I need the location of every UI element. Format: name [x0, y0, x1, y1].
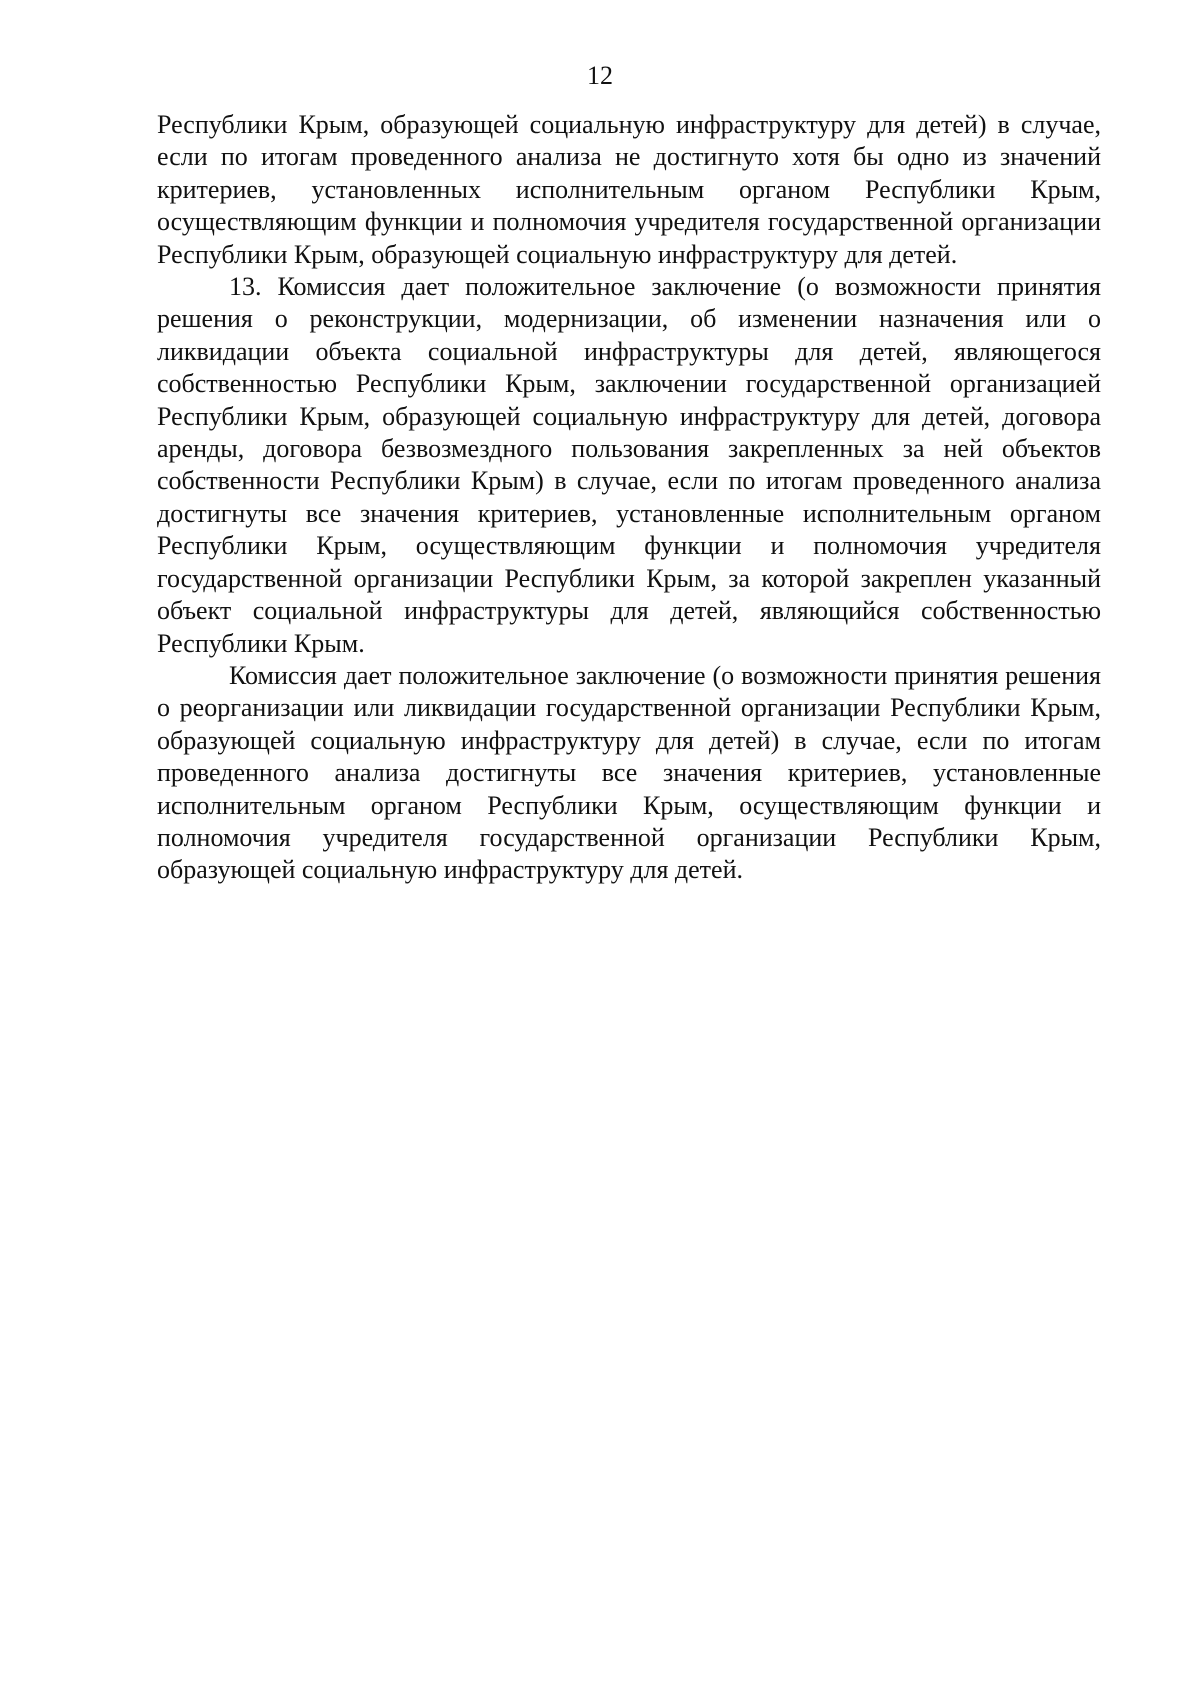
- paragraph-item-13: 13. Комиссия дает положительное заключение (о возможности принятия решения о реконструкции, модернизации, об изменении назначения или о ликвидации объекта социальной инфраструктуры для детей, являющегося собственностью Республики Крым, заключении государственной организацией Республики Крым, образующей социальную инфраструктуру для детей, договора аренды, договора безвозмездного пользования закрепленных за ней объектов собственности Республики Крым) в случае, если по итогам проведенного анализа достигнуты все значения критериев, установленные исполнительным органом Республики Крым, осуществляющим функции и полномочия учредителя государственной организации Республики Крым, за которой закреплен указанный объект социальной инфраструктуры для детей, являющийся собственностью Республики Крым.: [157, 272, 1101, 658]
- page-number: 12: [587, 61, 613, 90]
- paragraph-reorganization: Комиссия дает положительное заключение (о возможности принятия решения о реорганизации или ликвидации государственной организации Республики Крым, образующей социальную инфраструктуру для детей) в случае, если по итогам проведенного анализа достигнуты все значения критериев, установленные исполнительным органом Республики Крым, осуществляющим функции и полномочия учредителя государственной организации Республики Крым, образующей социальную инфраструктуру для детей.: [157, 660, 1101, 885]
- document-body: [157, 109, 1101, 887]
- paragraph-continuation: Республики Крым, образующей социальную инфраструктуру для детей) в случае, если по итогам проведенного анализа не достигнуто хотя бы одно из значений критериев, установленных исполнительным органом Республики Крым, осуществляющим функции и полномочия учредителя государственной организации Республики Крым, образующей социальную инфраструктуру для детей.: [157, 110, 1101, 269]
